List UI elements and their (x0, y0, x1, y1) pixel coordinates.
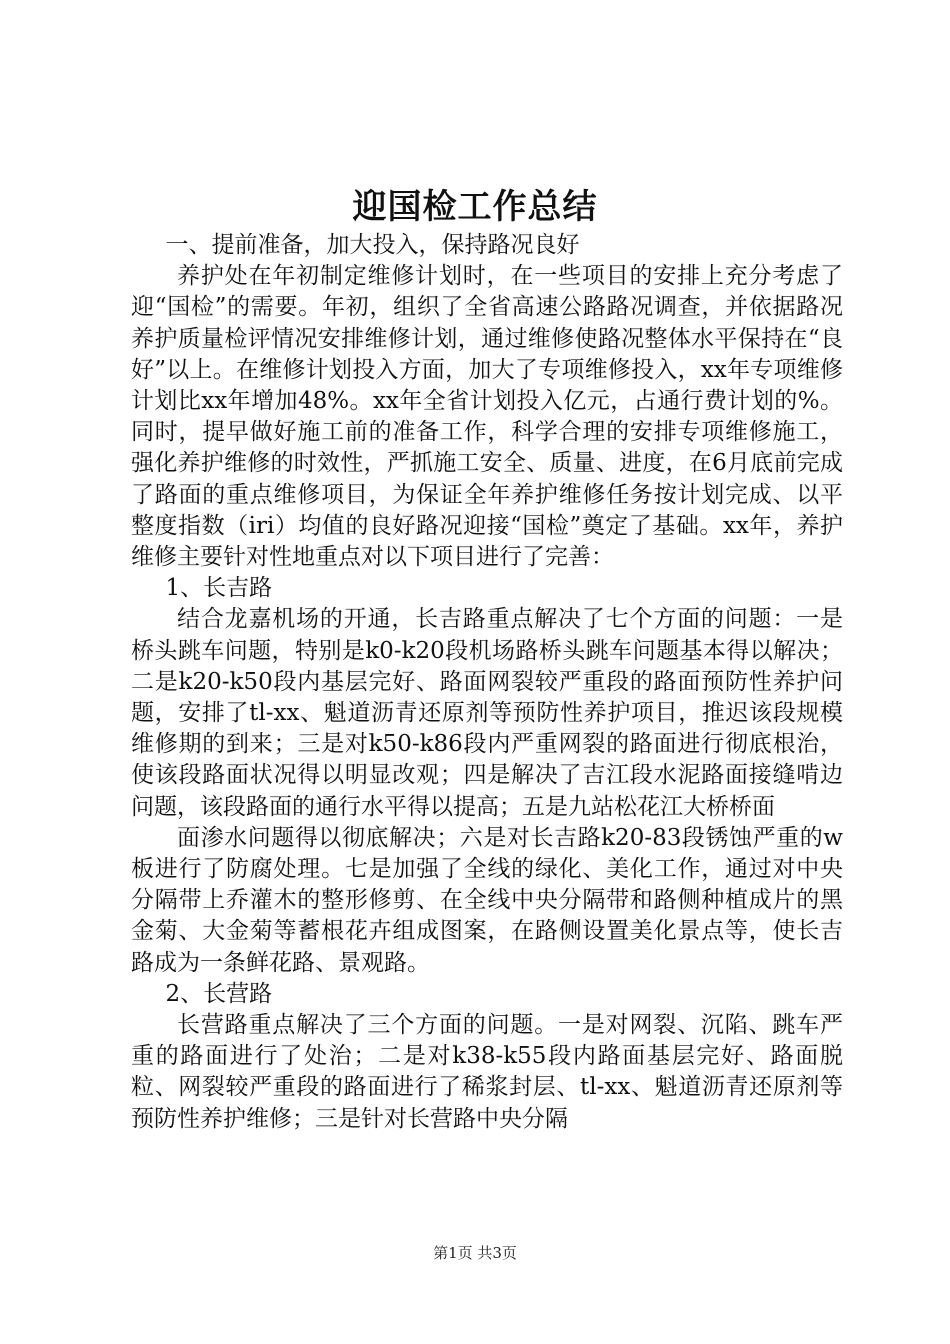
section-heading-1: 一、提前准备，加大投入，保持路况良好 (165, 232, 580, 258)
paragraph-changji-1: 结合龙嘉机场的开通，长吉路重点解决了七个方面的问题：一是桥头跳车问题，特别是k0-k20段机场路桥头跳车问题基本得以解决；二是k20-k50段内基层完好、路面网裂较严重段的路面预防性养护问题，安排了tl-xx、魁道沥青还原剂等预防性养护项目，推迟该段规模维修期的到来；三是对k50-k86段内严重网裂的路面进行彻底根治，使该段路面状况得以明显改观；四是解决了吉江段水泥路面接缝啃边问题，该段路面的通行水平得以提高；五是九站松花江大桥桥面 (131, 606, 843, 820)
page-footer: 第1页 共3页 (433, 1244, 517, 1262)
subsection-heading-changying: 2、长营路 (165, 980, 273, 1007)
document-title: 迎国检工作总结 (352, 187, 598, 227)
subsection-heading-changji: 1、长吉路 (165, 575, 273, 602)
paragraph-maintenance-plan: 养护处在年初制定维修计划时，在一些项目的安排上充分考虑了迎“国检”的需要。年初，组织了全省高速公路路况调查，并依据路况养护质量检评情况安排维修计划，通过维修使路况整体水平保持在“良好”以上。在维修计划投入方面，加大了专项维修投入，xx年专项维修计划比xx年增加48%。xx年全省计划投入亿元，占通行费计划的%。同时，提早做好施工前的准备工作，科学合理的安排专项维修施工，强化养护维修的时效性，严抓施工安全、质量、进度，在6月底前完成了路面的重点维修项目，为保证全年养护维修任务按计划完成、以平整度指数（iri）均值的良好路况迎接“国检”奠定了基础。xx年，养护维修主要针对性地重点对以下项目进行了完善： (131, 263, 843, 571)
document-body (131, 230, 843, 1135)
paragraph-changying: 长营路重点解决了三个方面的问题。一是对网裂、沉陷、跳车严重的路面进行了处治；二是对k38-k55段内路面基层完好、路面脱粒、网裂较严重段的路面进行了稀浆封层、tl-xx、魁道沥青还原剂等预防性养护维修；三是针对长营路中央分隔 (131, 1012, 843, 1132)
paragraph-changji-2: 面渗水问题得以彻底解决；六是对长吉路k20-83段锈蚀严重的w板进行了防腐处理。七是加强了全线的绿化、美化工作，通过对中央分隔带上乔灌木的整形修剪、在全线中央分隔带和路侧种植成片的黑金菊、大金菊等蓄根花卉组成图案，在路侧设置美化景点等，使长吉路成为一条鲜花路、景观路。 (131, 824, 843, 976)
